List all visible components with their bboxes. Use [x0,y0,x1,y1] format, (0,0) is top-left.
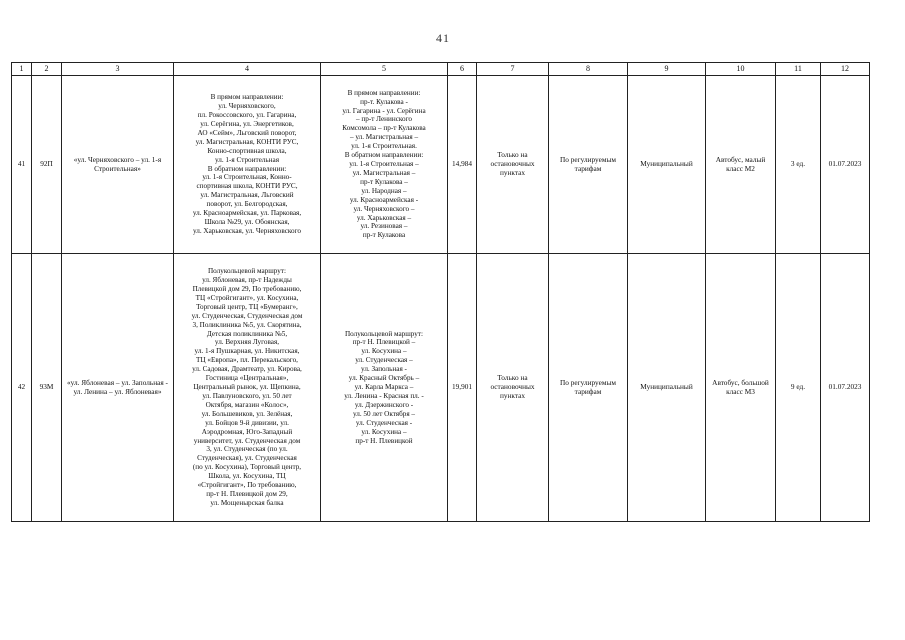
route-length: 14,984 [448,76,477,254]
header-cell: 4 [174,63,321,76]
streets-list [321,76,448,254]
table-row [12,76,870,254]
stops-order: Только на остановочных пунктах [477,254,549,522]
text-line: 3, Поликлиника №5, ул. Скорятина, [192,320,302,329]
stops-list [174,254,321,522]
vehicle-count: 9 ед. [776,254,821,522]
text-line: Комсомола – пр-т Кулакова [342,124,426,133]
route-type: Муниципальный [628,76,706,254]
text-line: пр-т Н. Плевицкой [355,436,413,445]
text-line: ТЦ «Европа», пл. Перекальского, [196,356,298,365]
text-line: ул. Бойцов 9-й дивизии, ул. [205,418,289,427]
route-table [11,62,870,522]
text-line: пр-т Н. Плевицкой дом 29, [206,490,288,499]
header-cell: 9 [628,63,706,76]
text-line: 3, ул. Студенческая (по ул. [206,445,288,454]
text-line: ул. Садовая, Драмтеатр, ул. Кирова, [192,365,302,374]
text-line: Гостиница «Центральная», [205,374,289,383]
stops-order: Только на остановочных пунктах [477,76,549,254]
text-line: ул. 1-я Строительная, Конно- [202,173,292,182]
vehicle-count: 3 ед. [776,76,821,254]
text-line: спортивная школа, КОНТИ РУС, [196,182,298,191]
text-line: ул. Яблоневая, пр-т Надежды [202,275,292,284]
text-line: ул. Черняховского, [218,102,276,111]
text-line: ул. Черняховского – [353,204,415,213]
text-line: Школа №29, ул. Обоянская, [204,218,290,227]
text-line: В прямом направлении: [210,93,284,102]
vehicle-class: Автобус, малый класс М2 [706,76,776,254]
text-line: ул. Павлуновского, ул. 50 лет [202,391,292,400]
header-cell: 7 [477,63,549,76]
text-line: «Стройгигант», По требованию, [197,481,297,490]
text-line: В обратном направлении: [207,164,287,173]
text-line: ул. Косухина – [361,347,407,356]
route-type: Муниципальный [628,254,706,522]
stops-list [174,76,321,254]
text-line: пр-т Н. Плевицкой – [352,338,416,347]
start-date: 01.07.2023 [821,254,870,522]
route-number: 93М [32,254,62,522]
text-line: ул. Народная – [361,186,407,195]
text-line: ул. 1-я Строительная [214,155,280,164]
text-line: Полукольцевой маршрут: [344,329,424,338]
text-line: ул. Мощенырская балка [210,499,284,508]
text-line: ул. Магистральная, КОНТИ РУС, [195,137,299,146]
text-line: ул. 1-я Строительная – [349,160,419,169]
text-line: пр-т Кулакова [362,231,406,240]
text-line: ул. Верхняя Луговая, [214,338,280,347]
text-line: Конно-спортивная школа, [207,146,287,155]
row-number: 42 [12,254,32,522]
text-line: Октября, магазин «Колос», [205,400,289,409]
text-line: пл. Рокоссовского, ул. Гагарина, [197,110,297,119]
text-line: ул. Серёгина, ул. Энергетиков, [200,119,294,128]
text-line: Аэродромная, Юго-Западный [201,427,293,436]
table-row [12,254,870,522]
text-line: Плевицкой дом 29, По требованию, [192,284,302,293]
text-line: АО «Сейм», Льговский поворот, [197,128,297,137]
text-line: ул. Резиновая – [360,222,408,231]
text-line: пр-т Кулакова – [360,177,408,186]
header-cell: 10 [706,63,776,76]
text-line: пр-т. Кулакова - [360,97,408,106]
text-line: ул. Красноармейская - [349,195,419,204]
text-line: университет, ул. Студенческая дом [193,436,301,445]
text-line: ТЦ «Стройгигант», ул. Косухина, [195,293,299,302]
vehicle-class: Автобус, большой класс М3 [706,254,776,522]
route-name: «ул. Яблоневая – ул. Запольная - ул. Ленина – ул. Яблоневая» [62,254,174,522]
text-line: ул. Косухина – [361,427,407,436]
text-line: ул. Запольная - [361,365,407,374]
text-line: Детская поликлиника №5, [206,329,288,338]
text-line: поворот, ул. Белгородская, [206,200,288,209]
tariff-type: По регулируемым тарифам [549,254,628,522]
header-cell: 6 [448,63,477,76]
page-number: 41 [436,31,450,45]
text-line: ул. 50 лет Октября – [352,409,416,418]
text-line: ул. 1-я Строительная. [351,142,417,151]
start-date: 01.07.2023 [821,76,870,254]
text-line: (по ул. Косухина), Торговый центр, [192,463,302,472]
text-line: ул. Студенческая – [355,356,413,365]
text-line: ул. Гагарина - ул. Серёгина [342,106,426,115]
tariff-type: По регулируемым тарифам [549,76,628,254]
text-line: В обратном направлении: [344,151,424,160]
route-number: 92П [32,76,62,254]
text-line: В прямом направлении: [347,88,421,97]
text-line: ул. Магистральная – [352,168,416,177]
route-length: 19,901 [448,254,477,522]
text-line: Торговый центр, ТЦ «Бумеранг», [196,302,298,311]
text-line: ул. Большевиков, ул. Зелёная, [201,409,293,418]
text-line: ул. Дзержинского - [354,400,414,409]
text-line: Полукольцевой маршрут: [207,267,287,276]
text-line: – ул. Магистральная – [349,133,419,142]
text-line: ул. Магистральная, Льговский [200,191,294,200]
text-line: ул. Харьковская, ул. Черняховского [192,226,302,235]
text-line: Центральный рынок, ул. Щепкина, [193,383,301,392]
text-line: ул. Красноармейская, ул. Парковая, [192,209,302,218]
text-line: Школа, ул. Косухина, ТЦ [208,472,286,481]
header-cell: 8 [549,63,628,76]
header-cell: 3 [62,63,174,76]
text-line: ул. Студенческая, Студенческая дом [191,311,303,320]
text-line: ул. 1-я Пушкарная, ул. Никитская, [194,347,300,356]
text-line: – пр-т Ленинского [356,115,412,124]
header-cell: 11 [776,63,821,76]
text-line: ул. Карла Маркса – [354,383,414,392]
text-line: ул. Красный Октябрь – [348,374,420,383]
header-cell: 12 [821,63,870,76]
text-line: Студенческая), ул. Студенческая [197,454,297,463]
header-row [12,63,870,76]
route-name: «ул. Черняховского – ул. 1-я Строительная» [62,76,174,254]
header-cell: 5 [321,63,448,76]
row-number: 41 [12,76,32,254]
header-cell: 2 [32,63,62,76]
text-line: ул. Харьковская – [356,213,412,222]
text-line: ул. Студенческая - [355,418,413,427]
text-line: ул. Ленина - Красная пл. - [344,391,424,400]
streets-list [321,254,448,522]
header-cell: 1 [12,63,32,76]
